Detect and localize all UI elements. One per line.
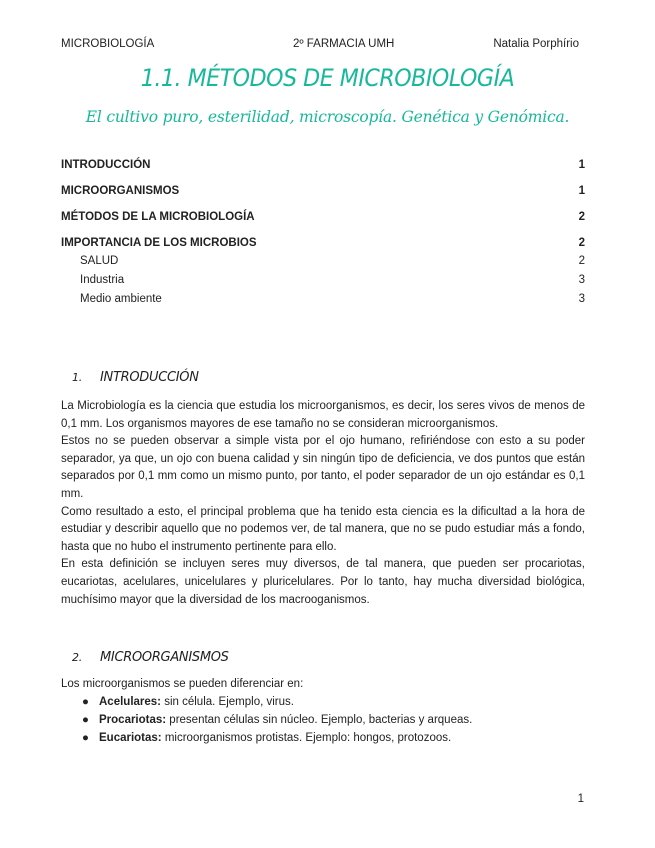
section-number: 1.: [72, 371, 82, 384]
toc-entry-label: Medio ambiente: [80, 293, 162, 305]
list-item: [61, 693, 585, 711]
paragraph: La Microbiología es la ciencia que estudia los microorganismos, es decir, los seres vivos de menos de 0,1 mm. Los organismos mayores de ese tamaño no se consideran microorganismos.: [61, 400, 585, 430]
page-header: [61, 38, 579, 54]
section-number: 2.: [72, 651, 82, 664]
toc-entry-importancia[interactable]: [61, 234, 585, 252]
bullet-icon: ●: [82, 714, 89, 726]
paragraph: En esta definición se incluyen seres muy diversos, de tal manera, que pueden ser procariotas, eucariotas, acelulares, unicelulares y pluricelulares. Por lo tanto, hay mucha diversidad biológica, muchísimo mayor que la diversidad de los macrooganismos.: [61, 558, 585, 606]
list-item-term: Acelulares:: [99, 696, 162, 708]
toc-entry-label: MÉTODOS DE LA MICROBIOLOGÍA: [61, 211, 255, 223]
toc-entry-label: IMPORTANCIA DE LOS MICROBIOS: [61, 237, 257, 249]
section-heading-microorganismos: [72, 650, 229, 665]
toc-entry-metodos[interactable]: [61, 208, 585, 226]
list-item: [61, 711, 585, 729]
toc-entry-page: 3: [578, 293, 585, 305]
toc-entry-introduccion[interactable]: [61, 156, 585, 174]
toc-entry-page: 1: [578, 185, 585, 197]
toc-entry-label: MICROORGANISMOS: [61, 185, 180, 197]
page-number: 1: [577, 793, 584, 805]
header-author: Natalia Porphírio: [493, 38, 579, 50]
toc-entry-page: 3: [578, 274, 585, 286]
table-of-contents: [61, 156, 585, 309]
microorganism-types-list: [61, 693, 585, 747]
toc-entry-industria[interactable]: [61, 271, 585, 290]
section-title: MICROORGANISMOS: [100, 650, 229, 665]
paragraph: Como resultado a esto, el principal problema que ha tenido esta ciencia es la dificultad a la hora de estudiar y describir aquello que no podemos ver, de tal manera, que no se pudo estudiar más a fondo, hasta que no hubo el instrumento pertinente para ello.: [61, 505, 585, 553]
header-course: 2º FARMACIA UMH: [293, 38, 395, 50]
bullet-icon: ●: [82, 696, 89, 708]
toc-entry-page: 2: [578, 211, 585, 223]
list-item-term: Procariotas:: [99, 714, 167, 726]
toc-entry-label: Industria: [80, 274, 125, 286]
section-heading-introduccion: [72, 370, 199, 385]
list-item-text: presentan células sin núcleo. Ejemplo, bacterias y arqueas.: [166, 714, 473, 726]
toc-entry-salud[interactable]: [61, 252, 585, 271]
toc-entry-medio-ambiente[interactable]: [61, 290, 585, 309]
list-item-text: microorganismos protistas. Ejemplo: hongos, protozoos.: [161, 732, 452, 744]
list-item-text: sin célula. Ejemplo, virus.: [161, 696, 294, 708]
toc-entry-page: 2: [578, 255, 585, 267]
bullet-icon: ●: [82, 732, 89, 744]
list-item-term: Eucariotas:: [99, 732, 162, 744]
document-subtitle: El cultivo puro, esterilidad, microscopía. Genética y Genómica.: [85, 108, 570, 126]
section-body-introduccion: [61, 398, 585, 609]
toc-entry-label: INTRODUCCIÓN: [61, 159, 151, 171]
toc-entry-label: SALUD: [80, 255, 119, 267]
header-subject: MICROBIOLOGÍA: [61, 38, 155, 50]
section-body-microorganismos: [61, 675, 585, 747]
section-title: INTRODUCCIÓN: [100, 370, 199, 385]
list-intro: Los microorganismos se pueden diferenciar en:: [61, 678, 304, 690]
toc-entry-microorganismos[interactable]: [61, 182, 585, 200]
toc-entry-page: 1: [578, 159, 585, 171]
list-item: [61, 729, 585, 747]
toc-entry-page: 2: [578, 237, 585, 249]
paragraph: Estos no se pueden observar a simple vista por el ojo humano, refiriéndose con esto a su poder separador, ya que, un ojo con buena calidad y sin ningún tipo de deficiencia, ve dos puntos que están separados por 0,1 mm como un mismo punto, por tanto, el poder separador de un ojo estándar es 0,1 mm.: [61, 435, 585, 500]
document-title: 1.1. MÉTODOS DE MICROBIOLOGÍA: [140, 64, 515, 92]
